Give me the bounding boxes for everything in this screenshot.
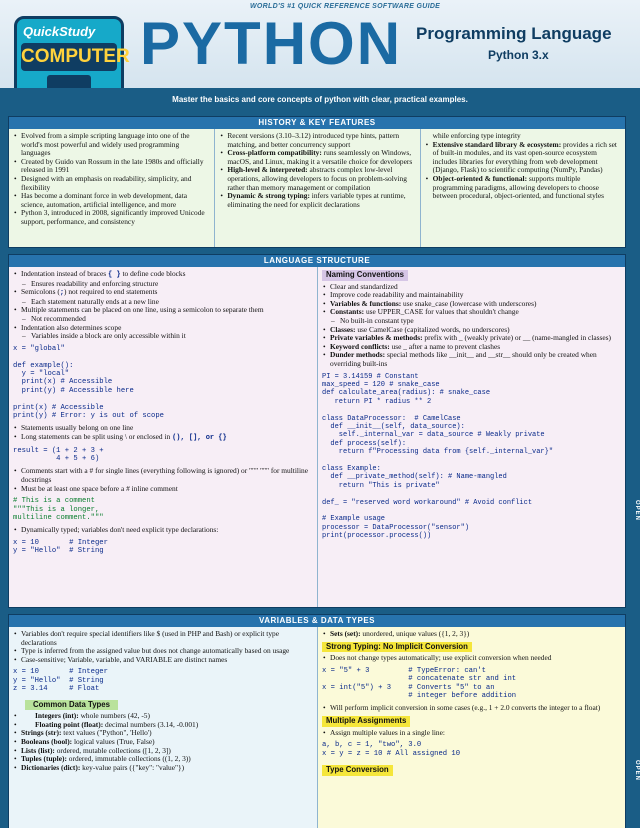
- item-text: Long statements can be split using \ or enclosed in: [21, 432, 171, 441]
- item-text: special methods like __init__ and __str__ should only be created when overriding built-ins: [330, 350, 597, 368]
- list-subitem: – No built-in constant type: [322, 317, 621, 326]
- list-item: • Will perform implicit conversion in some cases (e.g., 1 + 2.0 converts the integer to a float): [322, 704, 621, 713]
- item-text: ordered, mutable collections ([1, 2, 3]): [54, 745, 171, 755]
- list-item: • Assign multiple values in a single line:: [322, 729, 621, 738]
- page-subtitle: Programming Language: [416, 24, 612, 43]
- list-item: [322, 630, 621, 639]
- page-title: PYTHON: [140, 10, 403, 77]
- list-item: • Evolved from a simple scripting language into one of the world's most powerful and widely used programming languages: [13, 132, 210, 158]
- list-item: • Python 3, introduced in 2008, significantly improved Unicode support, performance, and consistency: [13, 209, 210, 226]
- list-item: • Has become a dominant force in web development, data science, automation, artificial intelligence, and more: [13, 192, 210, 209]
- language-section: [8, 254, 626, 608]
- history-col-3: [420, 129, 625, 247]
- item-text: Indentation instead of braces: [21, 269, 107, 278]
- logo-top-text: QuickStudy: [23, 24, 96, 39]
- item-label: Object-oriented & functional:: [432, 173, 528, 183]
- item-label: Dunder methods:: [330, 350, 386, 360]
- inline-code: { }: [108, 271, 121, 279]
- list-item: [322, 351, 621, 368]
- item-label: Constants:: [330, 307, 365, 317]
- item-text: to define code blocks: [122, 269, 186, 278]
- list-item: • Designed with an emphasis on readability, simplicity, and flexibility: [13, 175, 210, 192]
- list-subitem: – Ensures readability and enforcing structure: [13, 280, 313, 289]
- list-item: • Does not change types automatically; use explicit conversion when needed: [322, 654, 621, 663]
- variables-col-right: [317, 627, 625, 828]
- list-item: [13, 764, 313, 773]
- code-block-comments: # This is a comment """This is a longer, multiline comment.""": [13, 497, 104, 522]
- list-item: • Created by Guido van Rossum in the late 1980s and officially released in 1991: [13, 158, 210, 175]
- item-text: Semicolons (: [21, 287, 60, 297]
- list-item: [219, 149, 415, 166]
- item-label: Classes:: [330, 324, 356, 334]
- history-section: [8, 116, 626, 248]
- list-item: • Recent versions (3.10–3.12) introduced type hints, pattern matching, and better concurrency support: [219, 132, 415, 149]
- item-label: Lists (list):: [21, 745, 55, 755]
- item-text: key-value pairs ({"key": "value"}): [80, 762, 185, 772]
- code-block-naming: PI = 3.14159 # Constant max_speed = 120 # snake_case def calculate_area(radius): # snake_case return PI * radius ** 2 class DataProcessor: # CamelCase def __init__(self, data_source): self._internal_var = data_source # Weakly private def process(self): return f"Processing data from {self._internal_var}" class Example: def __private_method(self): # Name-mangled return "This is private" def_ = "reserved word workaround" # Avoid conflict # Example usage processor = DataProcessor("sensor") print(processor.process()): [322, 372, 554, 541]
- list-item: • Statements usually belong on one line: [13, 424, 313, 433]
- list-item: • Case-sensitive; Variable, variable, and VARIABLE are distinct names: [13, 656, 313, 665]
- list-subitem: – Variables inside a block are only accessible within it: [13, 332, 313, 341]
- item-label: Tuples (tuple):: [21, 754, 67, 764]
- item-text: whole numbers (42, -5): [78, 711, 150, 721]
- item-text: ordered, immutable collections ((1, 2, 3)): [66, 754, 191, 764]
- item-text: provides a rich set of built-in modules, and its vast open-source ecosystem includes libraries for everything from web development (Django, Flask) to scientific computing (NumPy, Pandas): [432, 139, 617, 175]
- item-text: use _ after a name to prevent clashes: [389, 341, 501, 351]
- item-label: High-level & interpreted:: [227, 165, 308, 175]
- list-item: • Indentation also determines scope: [13, 324, 313, 333]
- inline-code: ;: [59, 289, 65, 298]
- multiple-assign-heading: Multiple Assignments: [322, 716, 410, 727]
- item-text: ) not required to end statements: [64, 287, 158, 297]
- type-conversion-heading: Type Conversion: [322, 765, 393, 776]
- item-text: use UPPER_CASE for values that shouldn't change: [364, 307, 519, 317]
- logo-main-text: COMPUTER: [21, 43, 117, 71]
- language-heading: LANGUAGE STRUCTURE: [9, 255, 625, 267]
- history-col-1: [9, 129, 214, 247]
- item-label: Sets (set):: [330, 629, 361, 638]
- item-text: decimal numbers (3.14, -0.001): [103, 719, 199, 729]
- list-item: • Clear and standardized: [322, 283, 621, 292]
- item-text: runs seamlessly on Windows, macOS, and Linux, making it a versatile choice for developers: [227, 148, 413, 166]
- item-label: Floating point (float):: [35, 719, 104, 729]
- list-item: [219, 192, 415, 209]
- tagline-bar: Master the basics and core concepts of python with clear, practical examples.: [0, 88, 640, 112]
- code-block-scope: x = "global" def example(): y = "local" print(x) # Accessible print(y) # Accessible here print(x) # Accessible print(y) # Error: y is out of scope: [13, 344, 164, 420]
- item-label: Strings (str):: [21, 728, 62, 738]
- code-block-split: result = (1 + 2 + 3 + 4 + 5 + 6): [13, 446, 104, 463]
- header: [0, 0, 640, 112]
- language-col-left: [9, 267, 317, 607]
- list-item: • Dynamically typed; variables don't need explicit type declarations:: [13, 526, 313, 535]
- history-heading: HISTORY & KEY FEATURES: [9, 117, 625, 129]
- code-block-vars: x = 10 # Integer y = "Hello" # String z = 3.14 # Float: [13, 668, 108, 694]
- variables-section: [8, 614, 626, 828]
- item-label: Dynamic & strong typing:: [227, 191, 310, 201]
- item-label: Cross-platform compatibility:: [227, 148, 322, 158]
- list-item: • Variables don't require special identifiers like $ (used in PHP and Bash) or explicit type declarations: [13, 630, 313, 647]
- side-tab-open-2: OPEN: [634, 760, 640, 782]
- list-subitem: – Each statement naturally ends at a new line: [13, 298, 313, 307]
- code-block-dynamic: x = 10 # Integer y = "Hello" # String: [13, 539, 108, 556]
- side-tab-open-1: OPEN: [634, 500, 640, 522]
- item-label: Dictionaries (dict):: [21, 762, 81, 772]
- continued-text: while enforcing type integrity: [432, 131, 521, 140]
- item-text: text values ("Python", 'Hello'): [61, 728, 152, 738]
- item-text: unordered, unique values ({1, 2, 3}): [360, 629, 470, 638]
- item-label: Extensive standard library & ecosystem:: [432, 139, 562, 149]
- item-label: Private variables & methods:: [330, 333, 423, 343]
- item-text: supports multiple programming paradigms, allowing developers to choose between procedural, object-oriented, and functional styles: [432, 173, 605, 201]
- list-item: • Type is inferred from the assigned value but does not change automatically based on usage: [13, 647, 313, 656]
- list-item: • Multiple statements can be placed on one line, using a semicolon to separate them: [13, 306, 313, 315]
- list-item: • Comments start with a # for single lines (everything following is ignored) or """ """ for multiline docstrings: [13, 467, 313, 484]
- language-col-right: [317, 267, 625, 607]
- types-heading: Common Data Types: [25, 700, 118, 711]
- list-item: • Must be at least one space before a # inline comment: [13, 485, 313, 494]
- version-label: Python 3.x: [488, 48, 549, 62]
- code-block-multi: a, b, c = 1, "two", 3.0 x = y = z = 10 # All assigned 10: [322, 741, 461, 758]
- list-item: [425, 175, 621, 201]
- item-text: use snake_case (lowercase with underscores): [401, 298, 537, 308]
- item-label: Integers (int):: [35, 711, 79, 721]
- item-text: prefix with _ (weakly private) or __ (name-mangled in classes): [422, 333, 611, 343]
- list-item: • Improve code readability and maintainability: [322, 291, 621, 300]
- item-text: use CamelCase (capitalized words, no underscores): [355, 324, 510, 334]
- top-tagline: WORLD'S #1 QUICK REFERENCE SOFTWARE GUIDE: [250, 3, 441, 10]
- item-text: logical values (True, False): [72, 736, 155, 746]
- list-item: [425, 141, 621, 175]
- list-item: [219, 166, 415, 192]
- item-label: Keyword conflicts:: [330, 341, 390, 351]
- item-text: infers variable types at runtime, eliminating the need for explicit declarations: [227, 191, 406, 209]
- variables-col-left: [9, 627, 317, 828]
- item-text: abstracts complex low-level operations, allowing developers to focus on problem-solving rather than memory management or compilation: [227, 165, 407, 192]
- list-subitem: – Not recommended: [13, 315, 313, 324]
- inline-code: (), [], or {}: [172, 434, 227, 442]
- variables-heading: VARIABLES & DATA TYPES: [9, 615, 625, 627]
- item-label: Booleans (bool):: [21, 736, 73, 746]
- code-block-typeerror: x = "5" + 3 # TypeError: can't # concatenate str and int x = int("5") + 3 # Converts "5" to an # integer before addition: [322, 666, 517, 700]
- strong-typing-heading: Strong Typing: No Implicit Conversion: [322, 642, 472, 653]
- naming-heading: Naming Conventions: [322, 270, 408, 281]
- list-item: [13, 433, 313, 443]
- history-col-2: [214, 129, 419, 247]
- item-label: Variables & functions:: [330, 298, 402, 308]
